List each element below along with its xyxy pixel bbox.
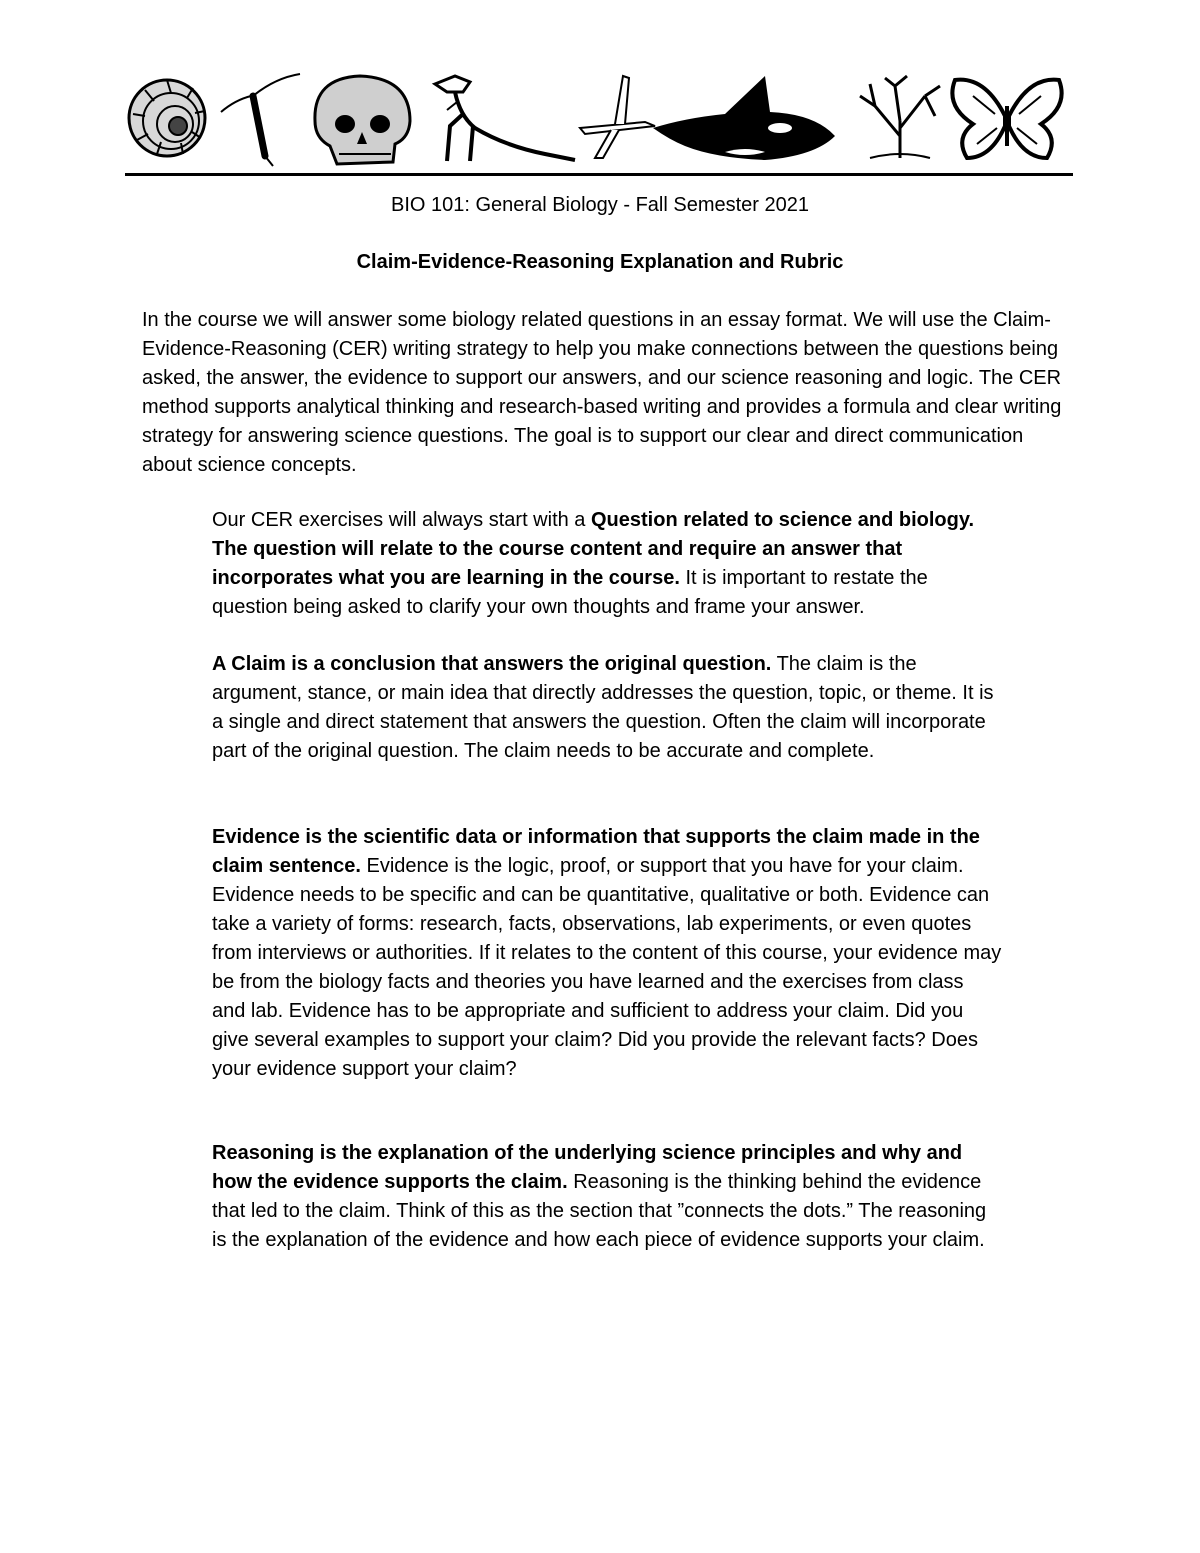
question-section — [212, 506, 1002, 622]
question-text: It is important to restate the question being asked to clarify your own thoughts and frame your answer. — [212, 567, 928, 618]
t-rex-skeleton-icon — [435, 76, 575, 161]
evidence-text: Evidence is the logic, proof, or support that you have for your claim. Evidence needs to be specific and can be quantitative, qualitative or both. Evidence can take a variety of forms: research, facts, observations, lab experiments, or even quotes from interviews or authorities. If it relates to the content of this course, your evidence may be from the biology facts and theories you have learned and the exercises from class and lab. Evidence has to be appropriate and sufficient to address your claim. Did you give several examples to support your claim? Did you provide the relevant facts? Does your evidence support your claim? — [212, 855, 1002, 1080]
ammonite-icon — [129, 80, 205, 156]
course-title: BIO 101: General Biology - Fall Semester 2021 — [391, 194, 809, 216]
reasoning-bold: Reasoning is the explanation of the underlying science principles and why and how the evidence supports the claim. — [212, 1142, 963, 1193]
claim-bold: A Claim is a conclusion that answers the original question. — [212, 653, 772, 675]
skull-icon — [315, 76, 410, 164]
reasoning-section — [212, 1139, 1002, 1255]
header-banner — [125, 66, 1075, 176]
evidence-section — [212, 823, 1002, 1084]
orca-icon — [653, 76, 835, 160]
header-rule — [125, 173, 1073, 176]
plankton-icon — [221, 74, 300, 166]
bird-icon — [580, 76, 655, 158]
tree-icon — [860, 76, 940, 158]
evidence-bold: Evidence is the scientific data or information that supports the claim made in the claim sentence. — [212, 826, 980, 877]
question-bold: Question related to science and biology. The question will relate to the course content and require an answer that incorporates what you are learning in the course. — [212, 509, 975, 589]
document-title: Claim-Evidence-Reasoning Explanation and Rubric — [356, 251, 844, 273]
reasoning-text: Reasoning is the thinking behind the evidence that led to the claim. Think of this as the section that ”connects the dots.” The reasoning is the explanation of the evidence and how each piece of evidence supports your claim. — [212, 1171, 987, 1251]
question-lead: Our CER exercises will always start with a — [212, 509, 591, 531]
butterfly-icon — [952, 80, 1061, 158]
claim-section — [212, 650, 1002, 766]
claim-text: The claim is the argument, stance, or main idea that directly addresses the question, topic, or theme. It is a single and direct statement that answers the question. Often the claim will incorporate part of the original question. The claim needs to be accurate and complete. — [212, 653, 994, 762]
intro-paragraph: In the course we will answer some biology related questions in an essay format. We will use the Claim-Evidence-Reasoning (CER) writing strategy to help you make connections between the questions being asked, the answer, the evidence to support our answers, and our science reasoning and logic. The CER method supports analytical thinking and research-based writing and provides a formula and clear writing strategy for answering science questions. The goal is to support our clear and direct communication about science concepts. — [142, 309, 1062, 476]
